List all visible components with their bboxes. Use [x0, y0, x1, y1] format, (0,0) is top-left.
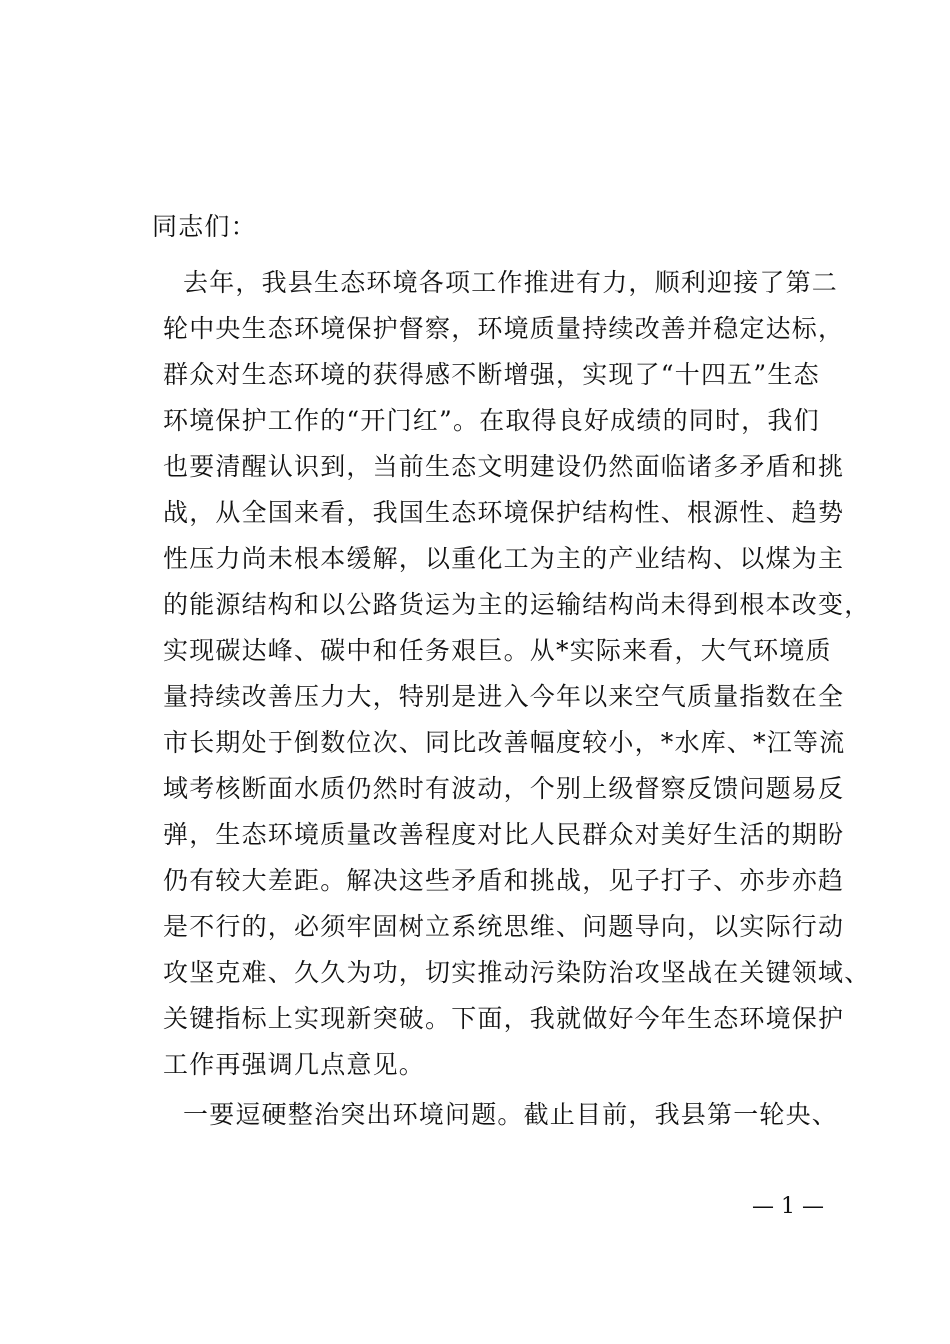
- paragraph-line: 的能源结构和以公路货运为主的运输结构尚未得到根本改变，: [163, 590, 871, 619]
- paragraph-line: 实现碳达峰、碳中和任务艰巨。从*实际来看，大气环境质: [163, 636, 832, 665]
- paragraph-line: 弹，生态环境质量改善程度对比人民群众对美好生活的期盼: [163, 820, 845, 849]
- page-number: — 1 —: [752, 1194, 824, 1219]
- paragraph-line: 是不行的，必须牢固树立系统思维、问题导向，以实际行动: [163, 912, 845, 941]
- paragraph-line: 轮中央生态环境保护督察，环境质量持续改善并稳定达标，: [163, 314, 845, 343]
- paragraph-line: 市长期处于倒数位次、同比改善幅度较小，*水库、*江等流: [163, 728, 846, 757]
- paragraph-line: 性压力尚未根本缓解，以重化工为主的产业结构、以煤为主: [163, 544, 845, 573]
- paragraph-line: 域考核断面水质仍然时有波动，个别上级督察反馈问题易反: [163, 774, 845, 803]
- paragraph-line: 环境保护工作的“开门红”。在取得良好成绩的同时，我们: [163, 406, 820, 435]
- paragraph-line: 一要逗硬整治突出环境问题。截止目前，我县第一轮央、: [183, 1100, 839, 1129]
- paragraph-line: 仍有较大差距。解决这些矛盾和挑战，见子打子、亦步亦趋: [163, 866, 845, 895]
- paragraph-line: 群众对生态环境的获得感不断增强，实现了“十四五”生态: [163, 360, 820, 389]
- paragraph-line: 工作再强调几点意见。: [163, 1050, 426, 1079]
- paragraph-line: 去年，我县生态环境各项工作推进有力，顺利迎接了第二: [183, 268, 839, 297]
- paragraph-line: 也要清醒认识到，当前生态文明建设仍然面临诸多矛盾和挑: [163, 452, 845, 481]
- paragraph-line: 关键指标上实现新突破。下面，我就做好今年生态环境保护: [163, 1004, 845, 1033]
- salutation: 同志们：: [152, 212, 257, 241]
- paragraph-line: 战，从全国来看，我国生态环境保护结构性、根源性、趋势: [163, 498, 845, 527]
- paragraph-line: 量持续改善压力大，特别是进入今年以来空气质量指数在全: [163, 682, 845, 711]
- paragraph-line: 攻坚克难、久久为功，切实推动污染防治攻坚战在关键领域、: [163, 958, 871, 987]
